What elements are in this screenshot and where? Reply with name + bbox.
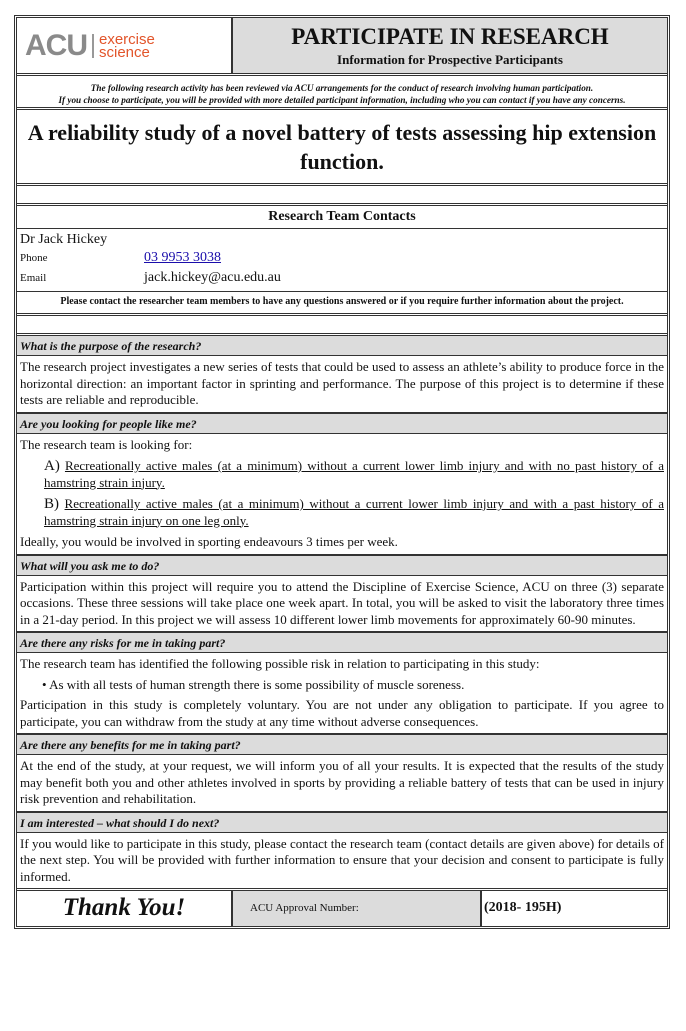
risk-bullet: • As with all tests of human strength there is some possibility of muscle soreness. xyxy=(42,676,465,692)
flyer xyxy=(14,15,670,929)
section-body: Participation within this project will require you to attend the Discipline of Exercise Science, ACU on three (3) separate occasions. These three sessions will take place one week apart. In total, you will be asked to visit the laboratory three times in a 21-day period. In this project we will assess 10 different lower limb movements for approximately 60-90 minutes. xyxy=(17,576,667,634)
header-title-cell xyxy=(233,18,667,73)
section-intro: The research team is looking for: xyxy=(20,436,193,452)
section-risks xyxy=(17,633,667,735)
contacts-heading: Research Team Contacts xyxy=(17,206,667,229)
section-heading: Are there any benefits for me in taking part? xyxy=(17,735,667,755)
section-tasks xyxy=(17,556,667,634)
section-heading: What is the purpose of the research? xyxy=(17,336,667,356)
approval-number: (2018- 195H) xyxy=(484,900,562,915)
section-eligibility xyxy=(17,414,667,556)
phone-link[interactable]: 03 9953 3038 xyxy=(144,250,221,265)
logo-sub1: exercise xyxy=(99,30,155,48)
item-marker: B) xyxy=(44,496,59,512)
bullet-text: As with all tests of human strength there is some possibility of muscle soreness. xyxy=(49,676,465,692)
item-text: Recreationally active males (at a minimum) without a current lower limb injury and with no past history of a hamstring strain injury. xyxy=(44,458,664,490)
section-body: If you would like to participate in this study, please contact the research team (contact details are given above) for details of the next step. You will be provided with further information to ensure that your decision and consent to participate is fully informed. xyxy=(17,833,667,892)
criteria-item xyxy=(20,496,664,529)
logo-divider xyxy=(92,34,94,58)
spacer-row xyxy=(17,186,667,206)
acu-logo xyxy=(17,18,233,73)
section-intro: The research team has identified the following possible risk in relation to participating in this study: xyxy=(20,656,540,671)
item-marker: A) xyxy=(44,458,60,474)
contact-name: Dr Jack Hickey xyxy=(20,232,108,247)
notice-line-1: The following research activity has been reviewed via ACU arrangements for the conduct of research involving human participation. xyxy=(90,83,594,93)
section-outro: Participation in this study is completely voluntary. You are not under any obligation to participate. If you agree to participate, you can withdraw from the study at any time without adverse consequences. xyxy=(20,697,664,729)
thank-you: Thank You! xyxy=(17,891,233,926)
logo-acu: ACU xyxy=(25,28,87,62)
criteria-item xyxy=(20,458,664,491)
contacts-section xyxy=(17,206,667,316)
email-value: jack.hickey@acu.edu.au xyxy=(144,270,281,285)
page-title: PARTICIPATE IN RESEARCH xyxy=(291,24,609,49)
section-body: At the end of the study, at your request, we will inform you of all your results. It is expected that the results of the study may benefit both you and other athletes involved in sports by providing a reliable battery of tests that can be used in injury risk prevention and rehabilitation. xyxy=(17,755,667,813)
section-purpose xyxy=(17,336,667,414)
section-heading: Are there any risks for me in taking part? xyxy=(17,633,667,653)
page-subtitle: Information for Prospective Participants xyxy=(337,52,563,67)
section-outro: Ideally, you would be involved in sporting endeavours 3 times per week. xyxy=(20,534,398,549)
item-text: Recreationally active males (at a minimum) without a current lower limb injury and with a past history of a hamstring strain injury on one leg only. xyxy=(44,496,664,528)
logo-sub2: science xyxy=(99,43,150,61)
study-title: A reliability study of a novel battery of tests assessing hip extension function. xyxy=(17,110,667,186)
section-heading: I am interested – what should I do next? xyxy=(17,813,667,833)
section-heading: What will you ask me to do? xyxy=(17,556,667,576)
review-notice xyxy=(17,76,667,110)
approval-label: ACU Approval Number: xyxy=(233,891,482,926)
header-row xyxy=(17,18,667,76)
notice-line-2: If you choose to participate, you will be provided with more detailed participant information, including who you can contact if you have any concerns. xyxy=(58,95,626,105)
contact-note: Please contact the researcher team members to have any questions answered or if you require further information about the project. xyxy=(60,296,624,307)
section-heading: Are you looking for people like me? xyxy=(17,414,667,434)
section-next-steps xyxy=(17,813,667,892)
logo-text xyxy=(99,30,155,61)
spacer-row xyxy=(17,316,667,336)
email-label: Email xyxy=(20,272,47,284)
phone-label: Phone xyxy=(20,252,48,264)
section-benefits xyxy=(17,735,667,813)
footer-row xyxy=(17,891,667,926)
section-body: The research project investigates a new series of tests that could be used to assess an athlete’s ability to produce force in the horizontal direction: an important factor in sprinting and performance. The purpose of this project is to determine if these tests are reliable and reproducible. xyxy=(17,356,667,414)
